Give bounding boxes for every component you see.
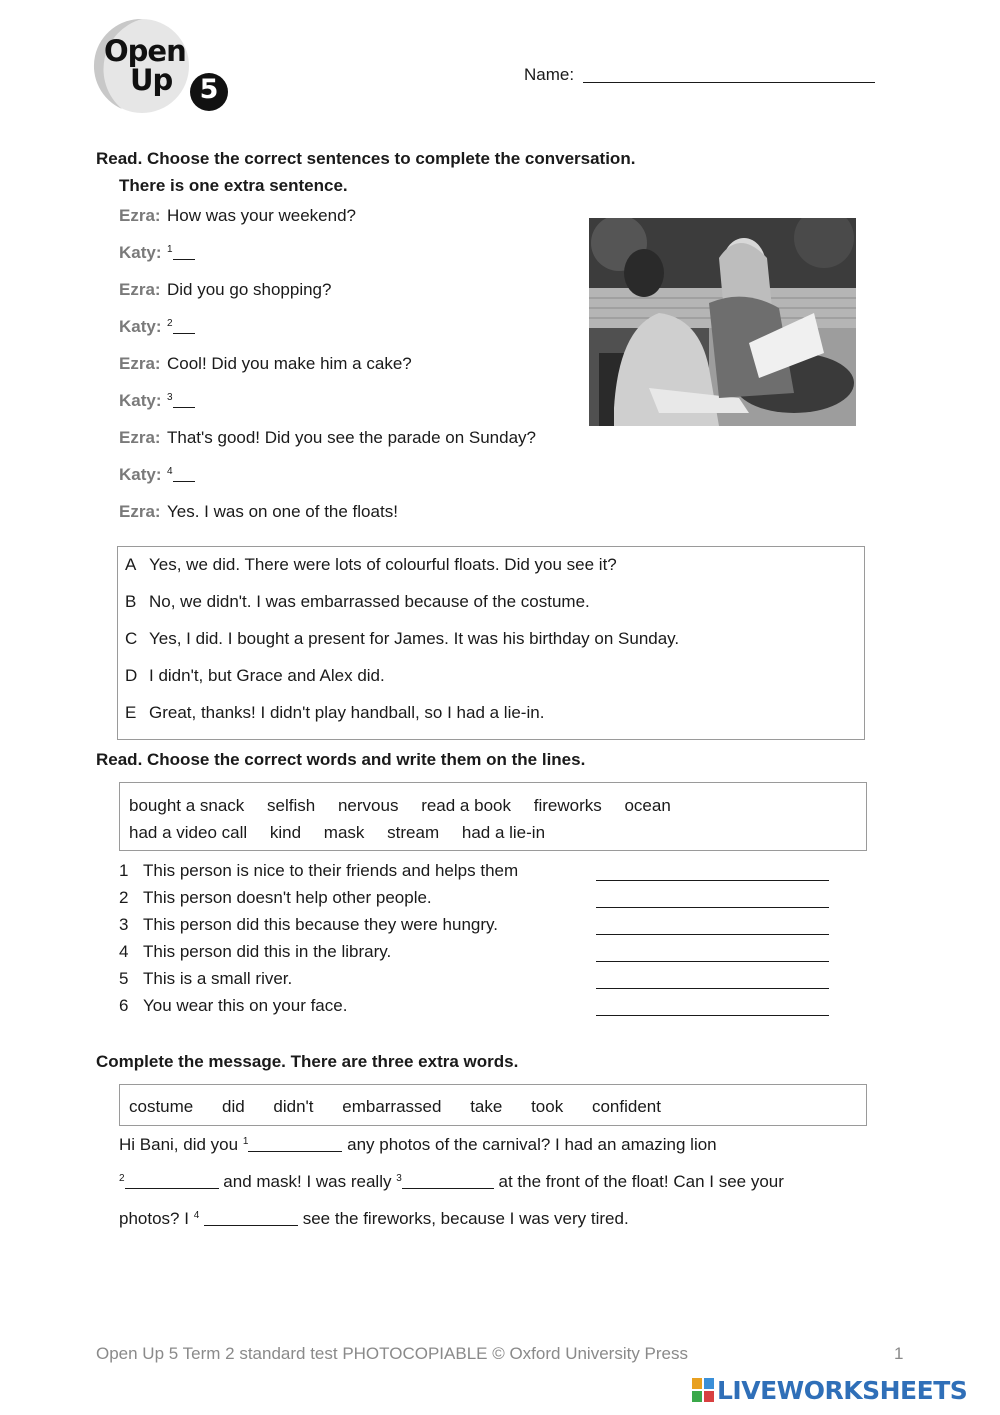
answer-gap[interactable]: [173, 465, 195, 482]
answer-line[interactable]: [596, 961, 829, 962]
option-letter: D: [125, 666, 138, 685]
answer-line[interactable]: [596, 988, 829, 989]
message-text: see the fireworks, because I was very tired.: [302, 1209, 629, 1228]
speaker-label: Katy:: [119, 465, 162, 484]
message-line-2: [119, 1171, 784, 1193]
speaker-label: Katy:: [119, 243, 162, 262]
option-text: No, we didn't. I was embarrassed because of the costume.: [149, 592, 590, 611]
answer-gap[interactable]: [173, 243, 195, 260]
speaker-label: Ezra:: [119, 354, 161, 373]
dialogue-line: [119, 427, 536, 449]
question-item: [119, 860, 518, 882]
gap-number: 3: [396, 1173, 402, 1184]
message-gap[interactable]: [204, 1209, 298, 1226]
option-item[interactable]: [125, 591, 590, 613]
option-text: Yes, we did. There were lots of colourful floats. Did you see it?: [149, 555, 617, 574]
options-box: [117, 546, 865, 740]
message-line-1: [119, 1134, 717, 1156]
speaker-label: Ezra:: [119, 428, 161, 447]
gap-number: 3: [167, 392, 173, 403]
question-text: You wear this on your face.: [143, 996, 348, 1015]
dialogue-line: [119, 316, 195, 338]
dialogue-text: How was your weekend?: [167, 206, 356, 225]
question-number: 4: [119, 942, 129, 961]
question-number: 2: [119, 888, 129, 907]
dialogue-line: [119, 353, 412, 375]
answer-line[interactable]: [596, 907, 829, 908]
question-item: [119, 995, 347, 1017]
dialogue-line: [119, 279, 331, 301]
message-text: and mask! I was really: [223, 1172, 392, 1191]
section3-instruction: Complete the message. There are three extra words.: [96, 1052, 519, 1071]
photo-children-reading: [589, 218, 856, 426]
question-number: 1: [119, 861, 129, 880]
section1-instruction: Read. Choose the correct sentences to complete the conversation.: [96, 149, 636, 168]
word-bank-item[interactable]: had a lie-in: [461, 823, 546, 842]
word-bank-row: [129, 795, 671, 817]
word-bank-item[interactable]: mask: [323, 823, 365, 842]
question-text: This person is nice to their friends and helps them: [143, 861, 519, 880]
message-text: Hi Bani, did you: [119, 1135, 239, 1154]
word-bank-item[interactable]: nervous: [337, 796, 399, 815]
speaker-label: Ezra:: [119, 206, 161, 225]
dialogue-text: That's good! Did you see the parade on Sunday?: [167, 428, 537, 447]
speaker-label: Ezra:: [119, 502, 161, 521]
question-item: [119, 887, 432, 909]
word-bank-item[interactable]: read a book: [421, 796, 511, 815]
dialogue-text: Yes. I was on one of the floats!: [167, 502, 398, 521]
page-number: 1: [894, 1344, 904, 1363]
dialogue-line: [119, 205, 356, 227]
word-bank-item[interactable]: bought a snack: [129, 796, 245, 815]
gap-number: 4: [193, 1210, 200, 1221]
message-text: photos? I: [119, 1209, 189, 1228]
answer-gap[interactable]: [173, 317, 195, 334]
gap-number: 1: [167, 244, 173, 255]
gap-number: 2: [119, 1173, 125, 1184]
message-gap[interactable]: [248, 1135, 342, 1152]
logo-word-up: Up: [130, 63, 173, 97]
word-bank-item[interactable]: confident: [591, 1097, 661, 1116]
option-letter: B: [125, 592, 137, 611]
question-text: This person did this in the library.: [143, 942, 392, 961]
word-bank-row: [129, 1096, 661, 1118]
message-line-3: [119, 1208, 629, 1230]
option-text: Great, thanks! I didn't play handball, so I had a lie-in.: [149, 703, 545, 722]
question-text: This is a small river.: [143, 969, 293, 988]
word-bank-item[interactable]: took: [531, 1097, 564, 1116]
liveworksheets-logo: [692, 1376, 967, 1408]
footer-copyright: Open Up 5 Term 2 standard test PHOTOCOPIABLE © Oxford University Press: [96, 1344, 689, 1363]
dialogue-text: Cool! Did you make him a cake?: [167, 354, 412, 373]
word-bank-item[interactable]: stream: [387, 823, 440, 842]
word-bank-box: [119, 782, 867, 851]
liveworksheets-icon: [692, 1378, 714, 1402]
section2-instruction: Read. Choose the correct words and write them on the lines.: [96, 750, 586, 769]
answer-line[interactable]: [596, 934, 829, 935]
dialogue-line: [119, 390, 195, 412]
question-text: This person doesn't help other people.: [143, 888, 432, 907]
question-item: [119, 941, 391, 963]
logo-number: 5: [199, 74, 219, 105]
option-item[interactable]: [125, 554, 617, 576]
message-text: any photos of the carnival? I had an amazing lion: [347, 1135, 717, 1154]
name-label: Name:: [524, 65, 575, 84]
answer-line[interactable]: [596, 1015, 829, 1016]
speaker-label: Katy:: [119, 317, 162, 336]
word-bank-item[interactable]: take: [470, 1097, 503, 1116]
word-bank-item[interactable]: embarrassed: [342, 1097, 442, 1116]
name-field-row: [524, 64, 574, 86]
section1-instruction-line2: There is one extra sentence.: [119, 176, 348, 195]
answer-line[interactable]: [596, 880, 829, 881]
question-item: [119, 914, 498, 936]
option-letter: C: [125, 629, 138, 648]
logo-word-open: Open: [104, 34, 186, 68]
speaker-label: Ezra:: [119, 280, 161, 299]
question-number: 5: [119, 969, 129, 988]
word-bank-item[interactable]: kind: [269, 823, 302, 842]
question-number: 6: [119, 996, 129, 1015]
photo-illustration: [589, 218, 856, 426]
word-bank-item[interactable]: didn't: [273, 1097, 314, 1116]
message-gap[interactable]: [125, 1172, 219, 1189]
word-bank-item[interactable]: fireworks: [533, 796, 602, 815]
word-bank-item[interactable]: did: [221, 1097, 245, 1116]
dialogue-line: [119, 501, 398, 523]
option-item[interactable]: [125, 665, 385, 687]
word-bank-item[interactable]: ocean: [624, 796, 671, 815]
open-up-logo: [92, 18, 237, 116]
question-text: This person did this because they were hungry.: [143, 915, 498, 934]
question-item: [119, 968, 292, 990]
speaker-label: Katy:: [119, 391, 162, 410]
dialogue-line: [119, 464, 195, 486]
name-input-line[interactable]: [583, 82, 875, 83]
gap-number: 2: [167, 318, 173, 329]
gap-number: 4: [167, 466, 173, 477]
option-text: I didn't, but Grace and Alex did.: [149, 666, 385, 685]
message-gap[interactable]: [402, 1172, 494, 1189]
word-bank-item[interactable]: selfish: [267, 796, 316, 815]
option-letter: A: [125, 555, 137, 574]
liveworksheets-text: LIVEWORKSHEETS: [717, 1376, 968, 1405]
word-bank-box-2: [119, 1084, 867, 1126]
option-text: Yes, I did. I bought a present for James. It was his birthday on Sunday.: [149, 629, 680, 648]
dialogue-line: [119, 242, 195, 264]
word-bank-item[interactable]: had a video call: [129, 823, 248, 842]
dialogue-text: Did you go shopping?: [167, 280, 332, 299]
option-item[interactable]: [125, 628, 679, 650]
word-bank-item[interactable]: costume: [129, 1097, 194, 1116]
answer-gap[interactable]: [173, 391, 195, 408]
gap-number: 1: [242, 1136, 249, 1147]
word-bank-row: [129, 822, 545, 844]
option-letter: E: [125, 703, 137, 722]
question-number: 3: [119, 915, 129, 934]
message-text: at the front of the float! Can I see your: [498, 1172, 784, 1191]
option-item[interactable]: [125, 702, 544, 724]
